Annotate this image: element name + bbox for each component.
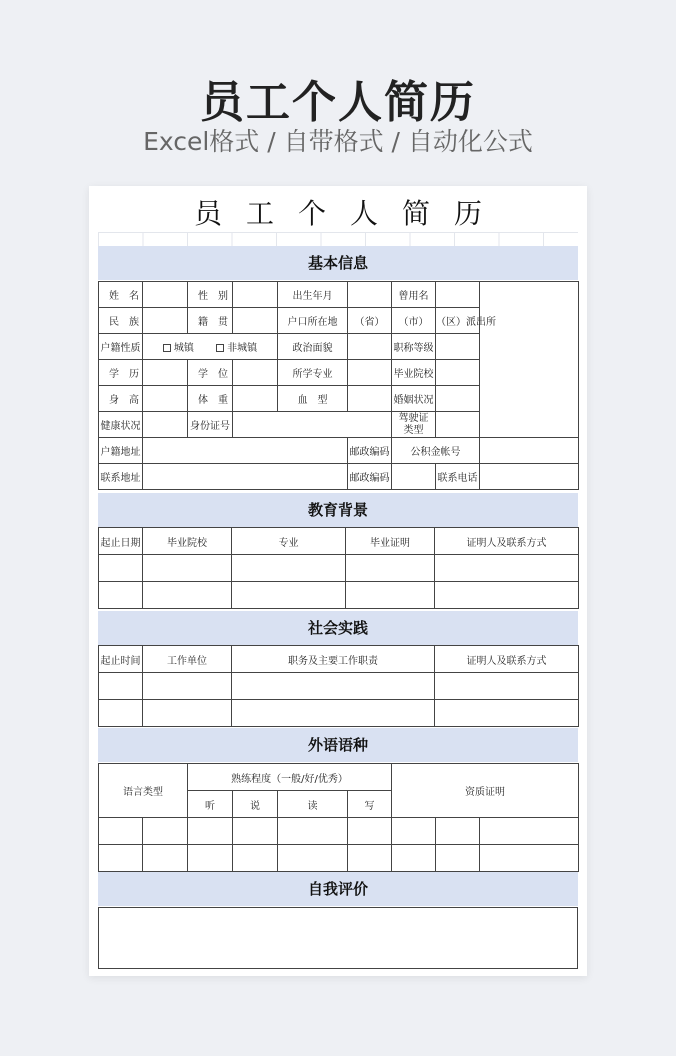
section-education: 教育背景	[98, 493, 578, 527]
value-weight[interactable]	[233, 386, 278, 412]
header-speak: 说	[233, 791, 278, 818]
cell[interactable]	[143, 700, 232, 727]
table-row	[99, 700, 579, 727]
table-row	[99, 818, 579, 845]
cell[interactable]	[392, 845, 436, 872]
cell[interactable]	[143, 582, 232, 609]
value-education[interactable]	[143, 360, 188, 386]
hukou-city[interactable]: （市）	[392, 308, 436, 334]
value-political[interactable]	[348, 334, 392, 360]
value-major[interactable]	[348, 360, 392, 386]
value-license[interactable]	[436, 412, 480, 438]
cell[interactable]	[188, 845, 233, 872]
practice-table	[98, 645, 579, 727]
cell[interactable]	[348, 845, 392, 872]
label-native: 籍贯	[188, 308, 233, 334]
language-table	[98, 763, 579, 872]
label-postcode: 邮政编码	[348, 438, 392, 464]
value-native[interactable]	[233, 308, 278, 334]
header-duties: 职务及主要工作职责	[232, 646, 435, 673]
cell[interactable]	[435, 673, 579, 700]
checkbox-icon	[216, 344, 224, 352]
education-table	[98, 527, 579, 609]
option-non-urban: 非城镇	[227, 343, 258, 354]
cell[interactable]	[348, 818, 392, 845]
cell[interactable]	[99, 818, 143, 845]
self-evaluation-box[interactable]	[99, 908, 578, 969]
hukou-province[interactable]: （省）	[348, 308, 392, 334]
hukou-district: （区）	[436, 317, 466, 328]
label-health: 健康状况	[99, 412, 143, 438]
cell[interactable]	[188, 818, 233, 845]
cell[interactable]	[232, 700, 435, 727]
label-id: 身份证号	[188, 412, 233, 438]
cell[interactable]	[233, 845, 278, 872]
label-hukou-type: 户籍性质	[99, 334, 143, 360]
value-degree[interactable]	[233, 360, 278, 386]
cell[interactable]	[435, 582, 579, 609]
hukou-type-options	[143, 334, 278, 360]
label-phone: 联系电话	[436, 464, 480, 490]
basic-info-table	[98, 281, 579, 490]
label-height: 身高	[99, 386, 143, 412]
cell[interactable]	[480, 818, 579, 845]
table-row	[99, 582, 579, 609]
spreadsheet-grid	[98, 232, 578, 247]
label-ethnicity: 民族	[99, 308, 143, 334]
hukou-district-police[interactable]	[436, 308, 496, 334]
section-self-evaluation: 自我评价	[98, 872, 578, 906]
label-school: 毕业院校	[392, 360, 436, 386]
cell[interactable]	[278, 845, 348, 872]
cell[interactable]	[392, 818, 436, 845]
poster-title: 员工个人简历	[200, 77, 476, 128]
cell[interactable]	[346, 555, 435, 582]
header-certification: 资质证明	[392, 764, 579, 818]
value-postcode2[interactable]	[392, 464, 436, 490]
cell[interactable]	[232, 555, 346, 582]
value-ethnicity[interactable]	[143, 308, 188, 334]
cell[interactable]	[143, 555, 232, 582]
label-license-line1: 驾驶证	[398, 412, 429, 424]
label-political: 政治面貌	[278, 334, 348, 360]
value-address[interactable]	[143, 464, 348, 490]
value-height[interactable]	[143, 386, 188, 412]
label-birth: 出生年月	[278, 282, 348, 308]
cell[interactable]	[232, 673, 435, 700]
cell[interactable]	[233, 818, 278, 845]
label-title-level: 职称等级	[392, 334, 436, 360]
label-blood: 血型	[278, 386, 348, 412]
header-proficiency: 熟练程度（一般/好/优秀）	[188, 764, 392, 791]
header-certificate: 毕业证明	[346, 528, 435, 555]
header-read: 读	[278, 791, 348, 818]
value-fund[interactable]	[480, 438, 579, 464]
cell[interactable]	[143, 818, 188, 845]
value-hukou-address[interactable]	[143, 438, 348, 464]
cell[interactable]	[99, 700, 143, 727]
label-license-line2: 类型	[403, 424, 424, 436]
label-postcode2: 邮政编码	[348, 464, 392, 490]
cell[interactable]	[436, 818, 480, 845]
cell[interactable]	[480, 845, 579, 872]
label-weight: 体重	[188, 386, 233, 412]
label-marital: 婚姻状况	[392, 386, 436, 412]
value-id[interactable]	[233, 412, 392, 438]
label-name: 姓名	[99, 282, 143, 308]
cell[interactable]	[435, 700, 579, 727]
value-phone[interactable]	[480, 464, 579, 490]
label-address: 联系地址	[99, 464, 143, 490]
header-referee: 证明人及联系方式	[435, 528, 579, 555]
self-evaluation-table	[98, 907, 578, 969]
value-health[interactable]	[143, 412, 188, 438]
cell[interactable]	[99, 845, 143, 872]
checkbox-non-urban[interactable]	[216, 343, 257, 354]
cell[interactable]	[99, 555, 143, 582]
header-period: 起止日期	[99, 528, 143, 555]
value-gender[interactable]	[233, 282, 278, 308]
header-school: 毕业院校	[143, 528, 232, 555]
header-write: 写	[348, 791, 392, 818]
cell[interactable]	[143, 673, 232, 700]
value-former-name[interactable]	[436, 282, 480, 308]
table-row	[99, 673, 579, 700]
value-marital[interactable]	[436, 386, 480, 412]
cell[interactable]	[346, 582, 435, 609]
label-major: 所学专业	[278, 360, 348, 386]
poster-subtitle: Excel格式 / 自带格式 / 自动化公式	[143, 127, 533, 156]
checkbox-urban[interactable]	[163, 343, 194, 354]
header-employer: 工作单位	[143, 646, 232, 673]
table-row	[99, 555, 579, 582]
cell[interactable]	[435, 555, 579, 582]
hukou-police: 派出所	[466, 317, 496, 328]
header-referee: 证明人及联系方式	[435, 646, 579, 673]
value-blood[interactable]	[348, 386, 392, 412]
label-hukou-address: 户籍地址	[99, 438, 143, 464]
value-title-level[interactable]	[436, 334, 480, 360]
cell[interactable]	[99, 673, 143, 700]
header-language-type: 语言类型	[99, 764, 188, 818]
section-practice: 社会实践	[98, 611, 578, 645]
label-education: 学历	[99, 360, 143, 386]
cell[interactable]	[143, 845, 188, 872]
section-basic-info: 基本信息	[98, 246, 578, 280]
label-hukou-location: 户口所在地	[278, 308, 348, 334]
section-language: 外语语种	[98, 728, 578, 762]
option-urban: 城镇	[173, 343, 194, 354]
header-period: 起止时间	[99, 646, 143, 673]
table-row	[99, 845, 579, 872]
label-fund: 公积金帐号	[392, 438, 480, 464]
document-title: 员工个人简历	[193, 197, 506, 230]
header-major: 专业	[232, 528, 346, 555]
value-name[interactable]	[143, 282, 188, 308]
photo-box[interactable]	[480, 282, 579, 438]
cell[interactable]	[232, 582, 346, 609]
checkbox-icon	[163, 344, 171, 352]
value-birth[interactable]	[348, 282, 392, 308]
value-school[interactable]	[436, 360, 480, 386]
label-license	[392, 412, 436, 438]
label-gender: 性别	[188, 282, 233, 308]
cell[interactable]	[278, 818, 348, 845]
cell[interactable]	[99, 582, 143, 609]
label-former-name: 曾用名	[392, 282, 436, 308]
header-listen: 听	[188, 791, 233, 818]
cell[interactable]	[436, 845, 480, 872]
label-degree: 学位	[188, 360, 233, 386]
